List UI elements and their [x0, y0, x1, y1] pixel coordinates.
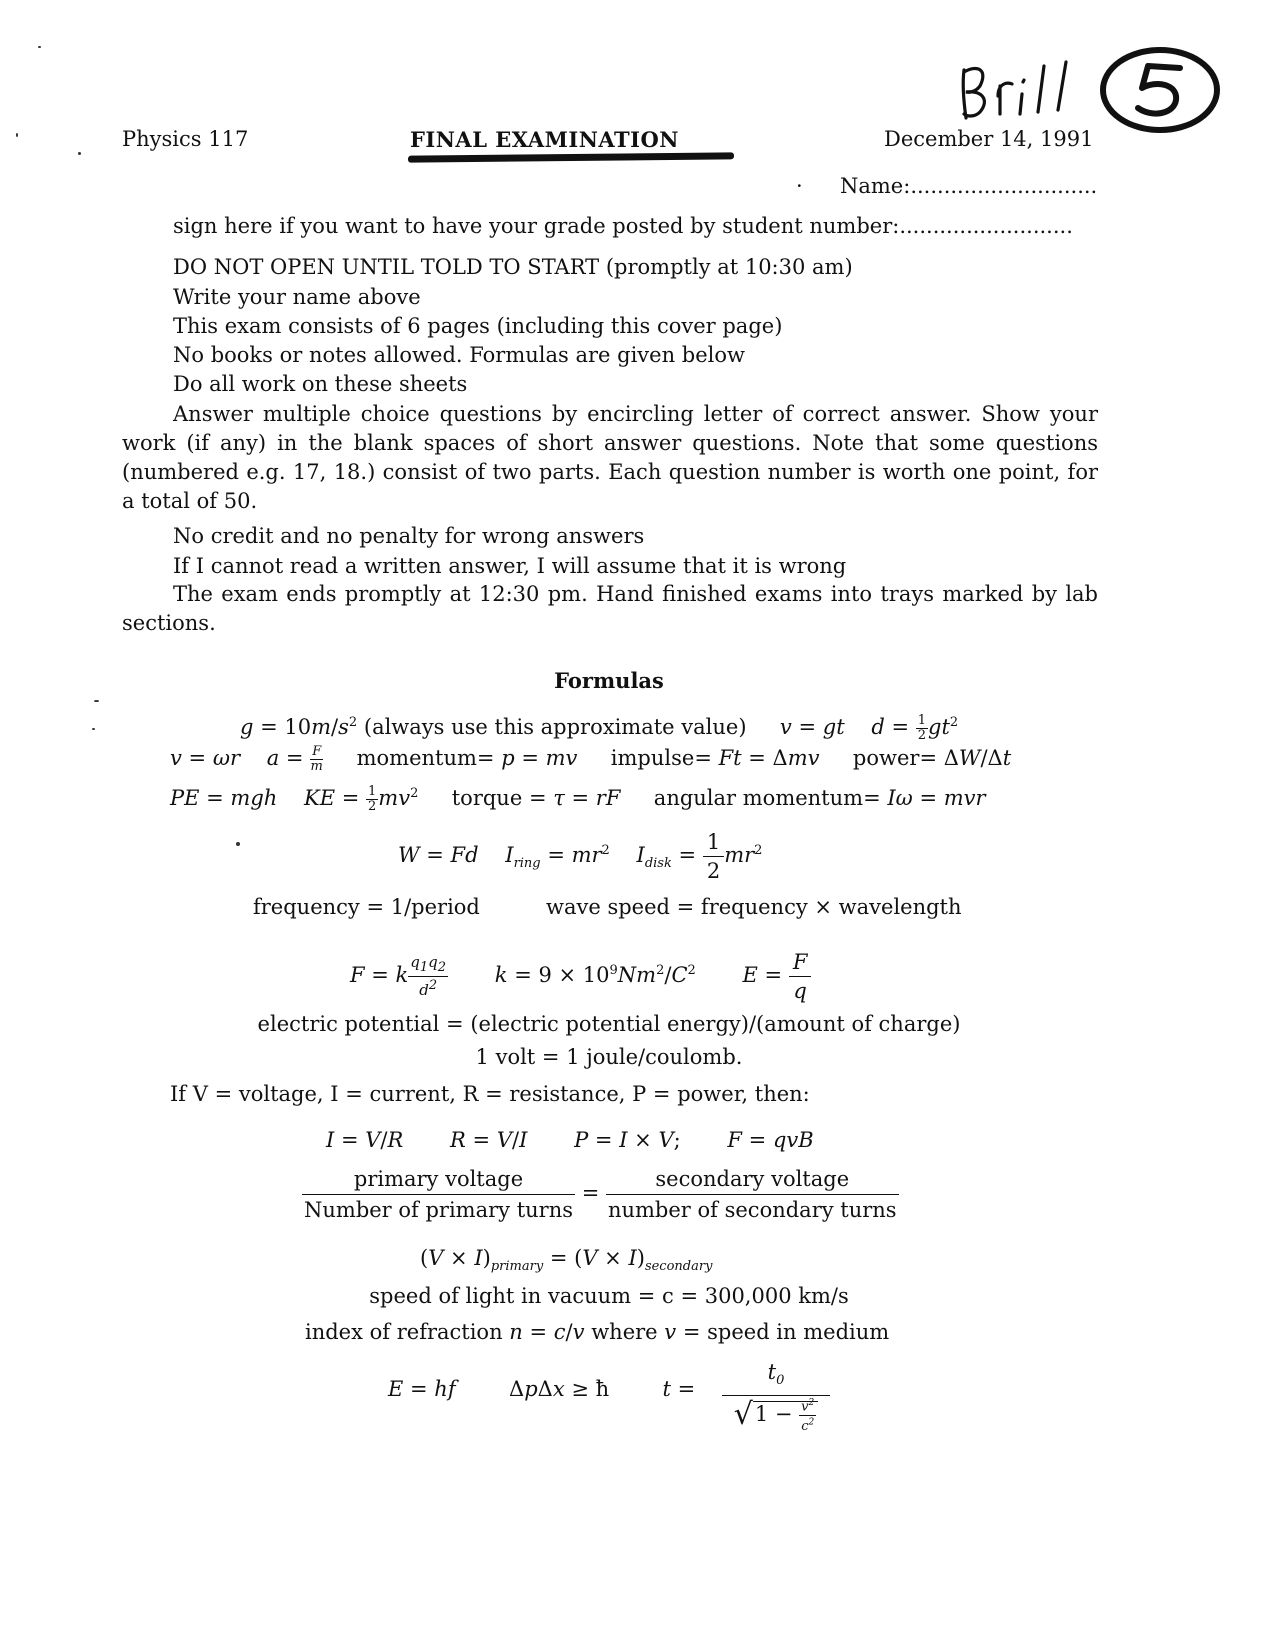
transformer-formula: $\frac{\text{primary voltage}}{\text{Number of primary turns}}$ = $\frac{\text{secondary voltage}}{\text{number of secondary turns}}$: [302, 1164, 899, 1225]
name-field[interactable]: [840, 172, 1097, 200]
formula-line-work-inertia: W = Fd $I_{ring} = mr^2$ $I_{disk}$ = $\frac{1}{2}$ $mr^2$: [398, 830, 763, 883]
volt-definition: 1 volt = 1 joule/coulomb.: [475, 1045, 743, 1069]
g-note: (always use this approximate value): [363, 715, 747, 739]
answer-instructions: Answer multiple choice questions by encircling letter of correct answer. Show your work (if any) in the blank spaces of short answer questions. Note that some questions (numbered e.g. 17, 18.) consist of two parts. Each question number is worth one point, for a total of 50.: [122, 402, 1098, 513]
handwritten-name: [952, 56, 1092, 130]
wave-speed-formula: wave speed = frequency × wavelength: [546, 895, 962, 919]
instruction-line: If I cannot read a written answer, I will assume that it is wrong: [173, 554, 847, 578]
frequency-formula: frequency = 1/period: [253, 895, 480, 919]
name-dot: ·: [796, 174, 803, 198]
speck: [78, 152, 81, 155]
primary-voltage: primary voltage: [302, 1164, 575, 1195]
instruction-line: No credit and no penalty for wrong answers: [173, 524, 645, 548]
speck: [92, 728, 95, 730]
secondary-voltage: secondary voltage: [606, 1164, 899, 1195]
circled-score: [1098, 44, 1226, 140]
grade-posting-field[interactable]: [173, 212, 1073, 240]
time-dilation-numerator: $t_0$: [722, 1358, 830, 1396]
formula-line-g: $g = 10m/s^2$ (always use this approximate value) v = gt d = $\frac{1}{2}gt^2$: [240, 713, 959, 743]
instruction-line: This exam consists of 6 pages (including this cover page): [173, 314, 783, 338]
momentum-label: momentum: [356, 746, 477, 770]
instruction-line: DO NOT OPEN UNTIL TOLD TO START (promptly at 10:30 am): [173, 255, 853, 279]
secondary-turns: number of secondary turns: [607, 1198, 897, 1222]
index-label: index of refraction: [305, 1320, 503, 1344]
transformer-power-formula: $(V \times I)_{primary} = (V \times I)_{secondary}$: [420, 1246, 713, 1275]
instruction-line: Write your name above: [173, 285, 421, 309]
speck: [236, 842, 240, 846]
index-where: where: [591, 1320, 658, 1344]
formulas-heading: Formulas: [554, 668, 664, 693]
index-of-refraction: index of refraction n = c/v where v = speed in medium: [305, 1320, 890, 1344]
formula-line-motion: v = ωr a = $\frac{F}{m}$ momentum= p = mv impulse= Ft = Δmv power= ΔW/Δt: [170, 744, 1012, 774]
speck: [16, 133, 18, 137]
angular-momentum-label: angular momentum: [653, 786, 864, 810]
electric-potential-formula: electric potential = (electric potential energy)/(amount of charge): [257, 1012, 961, 1036]
sign-label: sign here if you want to have your grade posted by student number:: [173, 214, 900, 238]
speck: [94, 700, 99, 702]
torque-label: torque: [451, 786, 523, 810]
handwritten-name-graphic: [952, 56, 1092, 126]
end-instructions: The exam ends promptly at 12:30 pm. Hand finished exams into trays marked by lab sections.: [122, 582, 1098, 635]
course-name: Physics 117: [122, 127, 249, 151]
instruction-line: No books or notes allowed. Formulas are given below: [173, 343, 745, 367]
sign-dots: ..........................: [899, 214, 1073, 238]
name-dots: ............................: [910, 174, 1098, 198]
speed-of-light: speed of light in vacuum = c = 300,000 km/s: [369, 1284, 849, 1308]
primary-turns: Number of primary turns: [304, 1198, 574, 1222]
index-speed: = speed in medium: [682, 1320, 890, 1344]
formula-line-energy: PE = mgh KE = $\frac{1}{2}mv^2$ torque = τ = rF angular momentum= Iω = mvr: [170, 784, 986, 814]
exam-date: December 14, 1991: [884, 127, 1094, 151]
instruction-line: Do all work on these sheets: [173, 372, 468, 396]
formula-line-circuit: I = V/R R = V/I P = I × V; F = qvB: [326, 1128, 814, 1152]
circled-score-graphic: [1098, 44, 1226, 136]
exam-title: FINAL EXAMINATION: [410, 127, 679, 152]
speck: [38, 46, 41, 48]
formula-line-coulomb: F = k $\frac{q_1q_2}{d^2}$ $k = 9 \times 10^9Nm^2/C^2$ E = $\frac{F}{q}$: [350, 948, 811, 1005]
title-underline: [408, 152, 734, 162]
circuit-definitions: If V = voltage, I = current, R = resistance, P = power, then:: [170, 1082, 810, 1106]
impulse-label: impulse: [610, 746, 695, 770]
time-dilation-fraction: [722, 1358, 830, 1434]
name-label: Name:: [840, 174, 911, 198]
power-label: power: [852, 746, 920, 770]
time-dilation-denominator: √1 − $\frac{v^2}{c^2}$: [722, 1396, 830, 1434]
formula-line-quantum: E = hf ΔpΔx ≥ ħ t =: [388, 1377, 696, 1401]
